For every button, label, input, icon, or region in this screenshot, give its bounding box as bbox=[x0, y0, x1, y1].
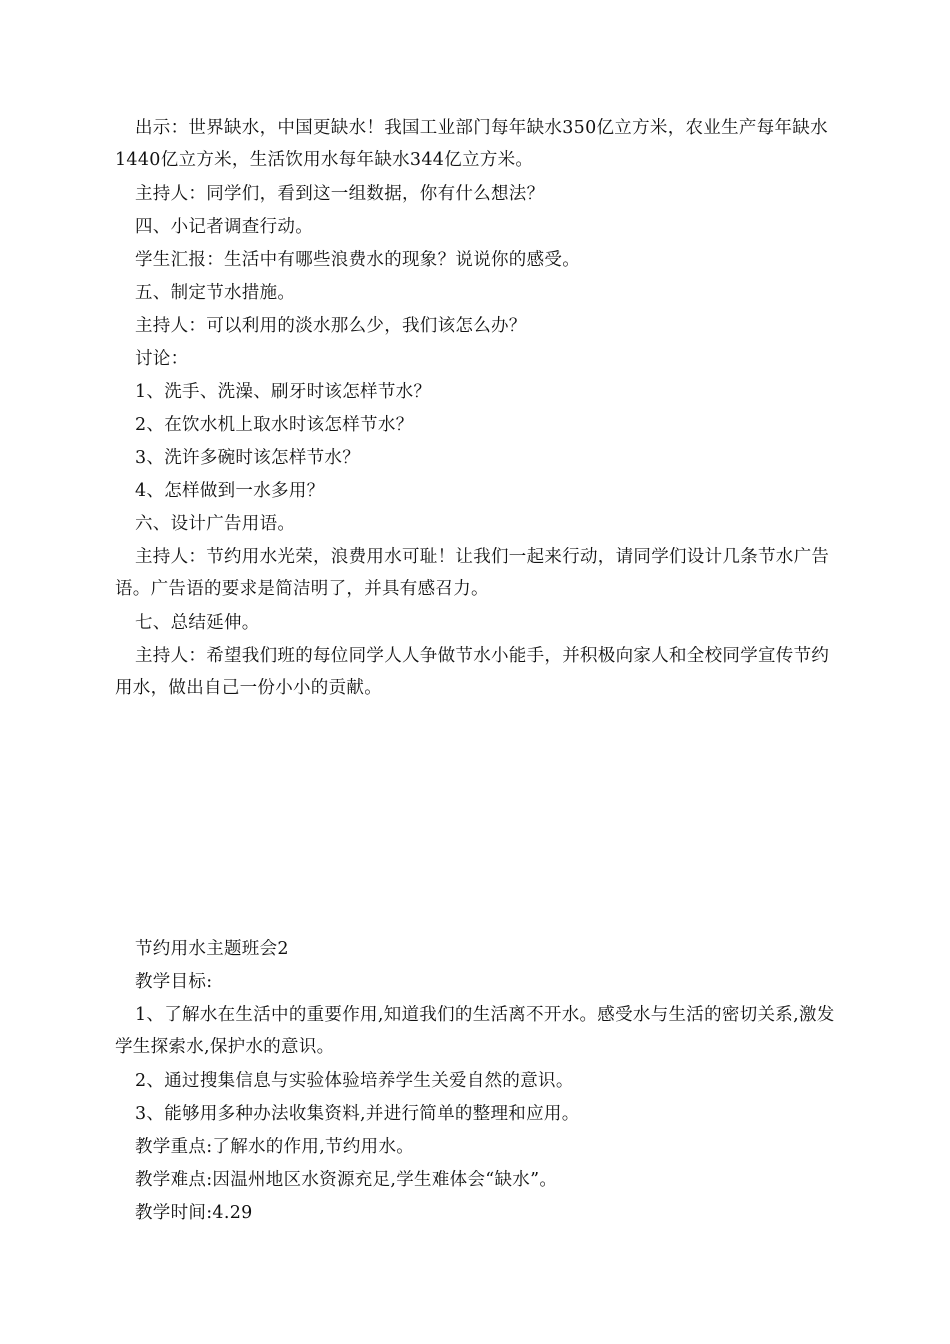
paragraph: 学生汇报：生活中有哪些浪费水的现象？说说你的感受。 bbox=[135, 250, 580, 270]
paragraph: 教学重点:了解水的作用,节约用水。 bbox=[135, 1137, 415, 1157]
paragraph: 教学目标: bbox=[135, 972, 213, 992]
list-item: 1、了解水在生活中的重要作用,知道我们的生活离不开水。感受水与生活的密切关系,激发学生探索水,保护水的意识。 bbox=[115, 1005, 835, 1057]
list-item: 2、通过搜集信息与实验体验培养学生关爱自然的意识。 bbox=[135, 1071, 574, 1091]
list-item: 2、在饮水机上取水时该怎样节水？ bbox=[135, 415, 414, 435]
document-title: 节约用水主题班会2 bbox=[135, 939, 289, 959]
list-item: 4、怎样做到一水多用？ bbox=[135, 481, 325, 501]
section-heading: 七、总结延伸。 bbox=[135, 613, 260, 633]
paragraph: 主持人：同学们，看到这一组数据，你有什么想法？ bbox=[135, 184, 545, 204]
paragraph: 教学难点:因温州地区水资源充足,学生难体会“缺水”。 bbox=[135, 1170, 558, 1190]
list-item: 3、能够用多种办法收集资料,并进行简单的整理和应用。 bbox=[135, 1104, 580, 1124]
section-heading: 六、设计广告用语。 bbox=[135, 514, 296, 534]
list-item: 1、洗手、洗澡、刷牙时该怎样节水？ bbox=[135, 382, 432, 402]
paragraph: 主持人：可以利用的淡水那么少，我们该怎么办？ bbox=[135, 316, 527, 336]
paragraph: 讨论： bbox=[135, 349, 189, 369]
section-heading: 四、小记者调查行动。 bbox=[135, 217, 313, 237]
paragraph: 主持人：节约用水光荣，浪费用水可耻！让我们一起来行动，请同学们设计几条节水广告语。广告语的要求是简洁明了，并具有感召力。 bbox=[115, 547, 830, 599]
list-item: 3、洗许多碗时该怎样节水？ bbox=[135, 448, 361, 468]
paragraph: 教学时间:4.29 bbox=[135, 1203, 253, 1223]
paragraph: 出示：世界缺水，中国更缺水！我国工业部门每年缺水350亿立方米，农业生产每年缺水1440亿立方米，生活饮用水每年缺水344亿立方米。 bbox=[115, 118, 828, 170]
section-heading: 五、制定节水措施。 bbox=[135, 283, 296, 303]
paragraph: 主持人：希望我们班的每位同学人人争做节水小能手，并积极向家人和全校同学宣传节约用水，做出自己一份小小的贡献。 bbox=[115, 646, 830, 698]
